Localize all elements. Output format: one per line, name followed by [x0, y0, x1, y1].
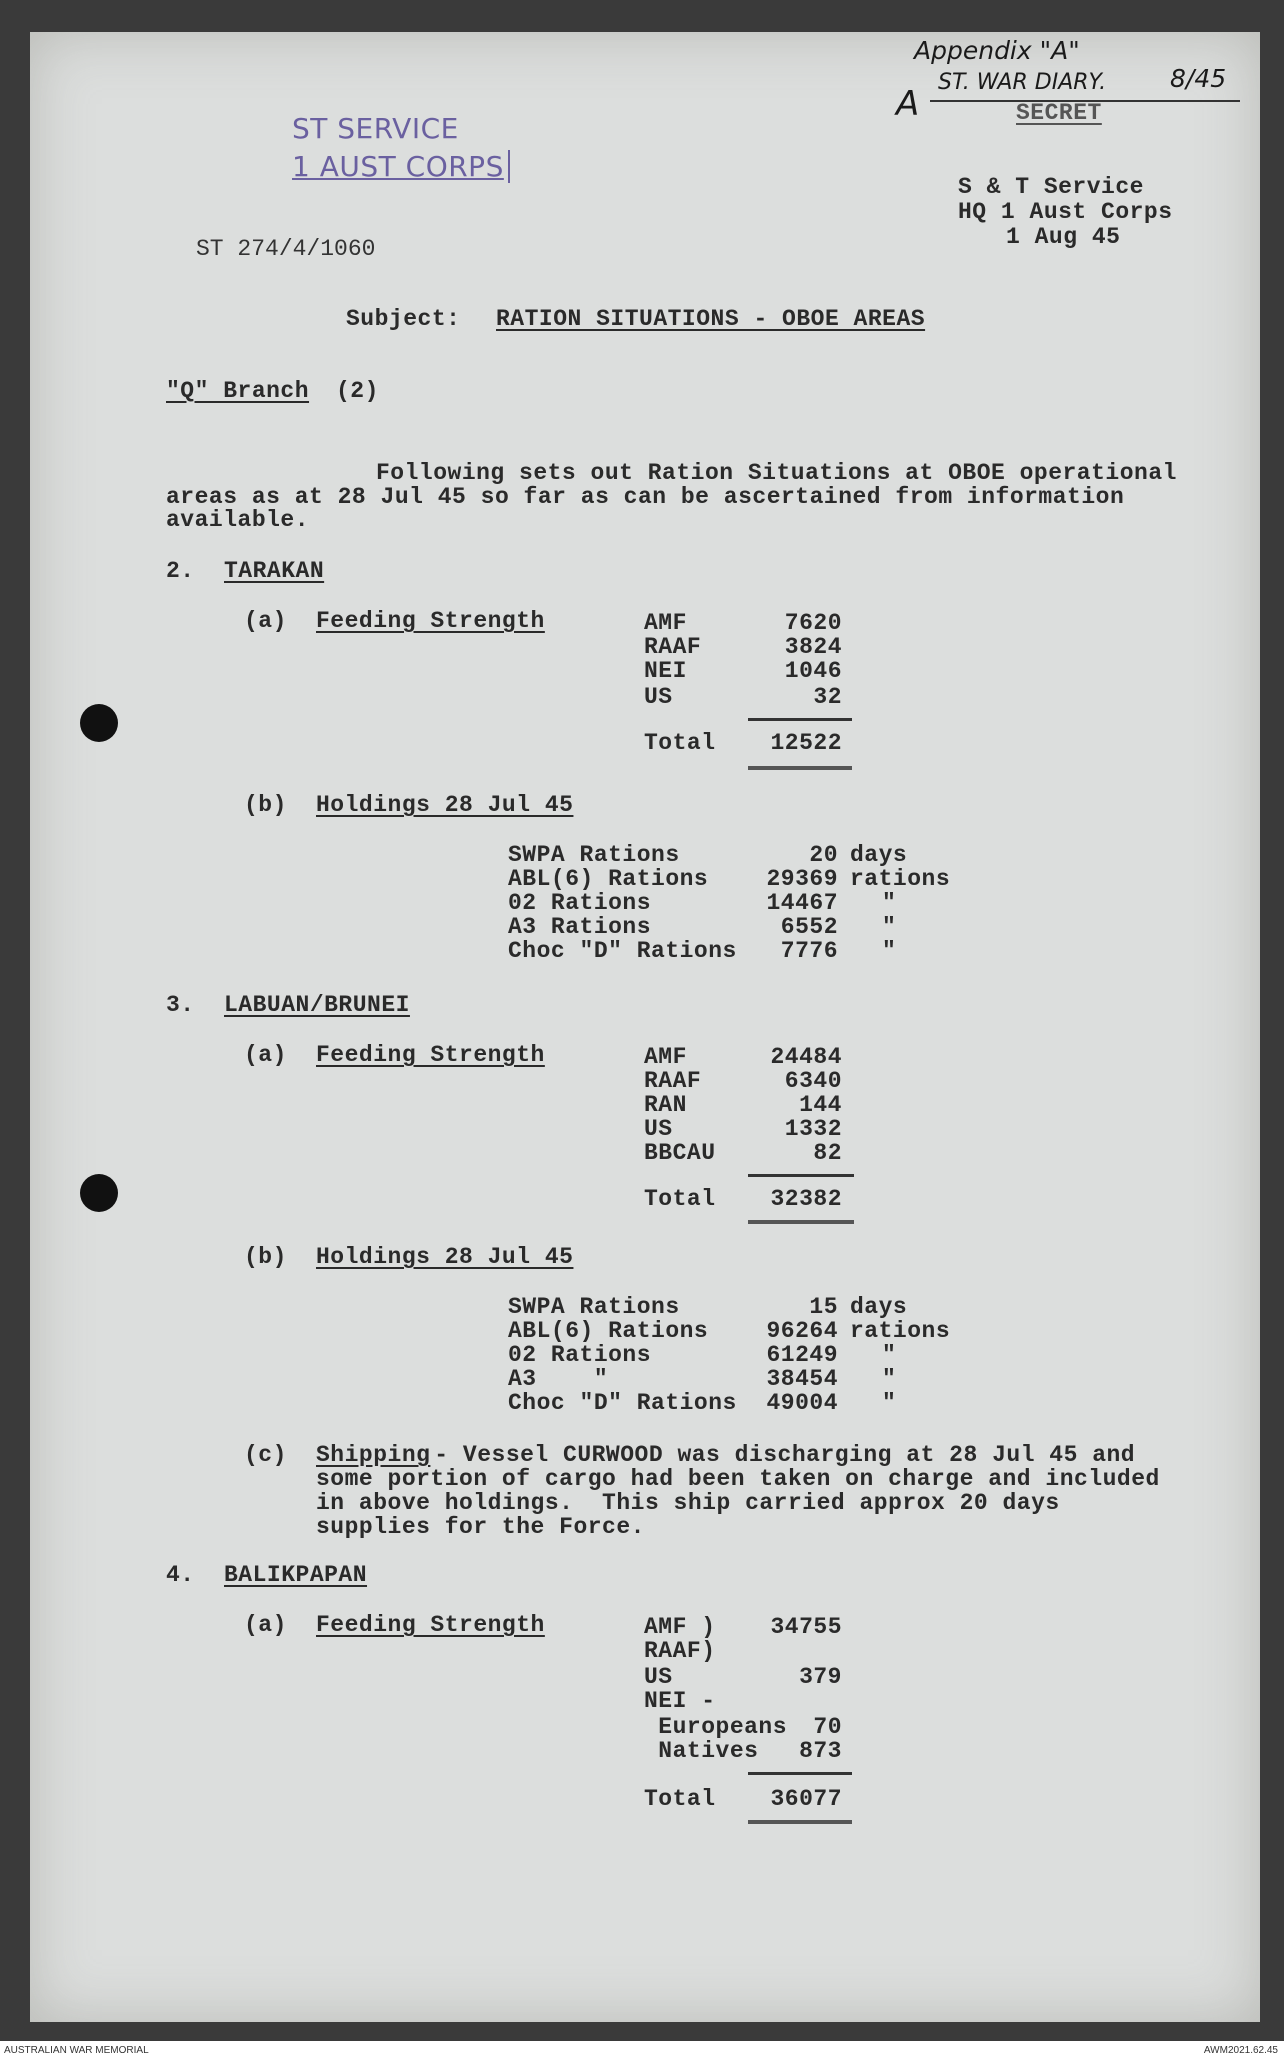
binder-hole-bottom — [80, 1174, 118, 1212]
total-value: 32382 — [770, 1186, 842, 1212]
holding-item: ABL(6) Rations — [508, 1318, 709, 1344]
holding-unit: " — [882, 1390, 897, 1416]
from-line2: HQ 1 Aust Corps — [958, 199, 1173, 225]
strength-unit: Natives — [644, 1738, 759, 1764]
section-title-labuan: LABUAN/BRUNEI — [224, 992, 410, 1018]
strength-unit: RAN — [644, 1092, 687, 1118]
appendix-note: Appendix "A" — [914, 36, 1080, 65]
holding-unit: " — [882, 938, 897, 964]
diary-note: ST. WAR DIARY. — [938, 70, 1107, 95]
total-value: 12522 — [770, 730, 842, 756]
holding-unit: rations — [850, 1318, 951, 1344]
feeding-strength-heading: Feeding Strength — [316, 1042, 545, 1068]
section-title-tarakan: TARAKAN — [224, 558, 325, 584]
holding-item: SWPA Rations — [508, 1294, 680, 1320]
total-rule — [748, 1174, 854, 1177]
total-rule — [748, 1772, 852, 1775]
shipping-text-line1: - Vessel CURWOOD was discharging at 28 Jul 45 and — [420, 1442, 1136, 1468]
margin-mark: A — [896, 84, 920, 124]
holding-value: 15 — [809, 1294, 838, 1320]
secret-classification: SECRET — [1016, 100, 1102, 126]
archive-footer — [0, 2041, 1284, 2061]
strength-unit: RAAF) — [644, 1638, 716, 1664]
strength-unit: AMF — [644, 610, 687, 636]
strength-value: 3824 — [784, 634, 842, 660]
shipping-heading: Shipping — [316, 1442, 431, 1468]
holding-item: Choc "D" Rations — [508, 1390, 737, 1416]
intro-line1: Following sets out Ration Situations at OBOE operational — [376, 460, 1177, 486]
feeding-strength-heading: Feeding Strength — [316, 608, 545, 634]
document-page — [30, 32, 1260, 2022]
intro-line2: areas as at 28 Jul 45 so far as can be ascertained from information — [166, 484, 1125, 510]
from-line3: 1 Aug 45 — [1006, 224, 1121, 250]
strength-unit: AMF — [644, 1044, 687, 1070]
strength-unit: RAAF — [644, 634, 702, 660]
item-label: (a) — [244, 1042, 287, 1068]
total-label: Total — [644, 730, 716, 756]
holding-item: 02 Rations — [508, 1342, 652, 1368]
holding-unit: days — [850, 1294, 908, 1320]
binder-hole-top — [80, 704, 118, 742]
shipping-text-line4: supplies for the Force. — [316, 1514, 645, 1540]
holding-item: A3 " — [508, 1366, 609, 1392]
total-double-rule — [748, 1220, 854, 1224]
strength-unit: RAAF — [644, 1068, 702, 1094]
section-title-balikpapan: BALIKPAPAN — [224, 1562, 368, 1588]
item-label: (b) — [244, 792, 287, 818]
item-label: (c) — [244, 1442, 287, 1468]
holding-unit: " — [882, 914, 897, 940]
strength-unit: NEI - — [644, 1688, 716, 1714]
strength-value: 32 — [813, 684, 842, 710]
strength-value: 70 — [813, 1714, 842, 1740]
subject-title: RATION SITUATIONS - OBOE AREAS — [496, 306, 926, 332]
holding-value: 38454 — [766, 1366, 838, 1392]
holding-unit: " — [882, 1366, 897, 1392]
holding-item: Choc "D" Rations — [508, 938, 737, 964]
strength-value: 1046 — [784, 658, 842, 684]
unit-stamp-line2: 1 AUST CORPS — [292, 150, 510, 183]
item-label: (a) — [244, 1612, 287, 1638]
diary-number: 8/45 — [1170, 64, 1227, 93]
intro-line3: available. — [166, 507, 310, 533]
strength-value: 873 — [799, 1738, 842, 1764]
from-line1: S & T Service — [958, 174, 1144, 200]
holding-item: SWPA Rations — [508, 842, 680, 868]
strength-value: 82 — [813, 1140, 842, 1166]
total-label: Total — [644, 1186, 716, 1212]
holding-item: ABL(6) Rations — [508, 866, 709, 892]
subject-label: Subject: — [346, 306, 461, 332]
strength-unit: BBCAU — [644, 1140, 716, 1166]
holdings-heading: Holdings 28 Jul 45 — [316, 792, 574, 818]
holding-value: 14467 — [766, 890, 838, 916]
holding-value: 61249 — [766, 1342, 838, 1368]
holding-value: 49004 — [766, 1390, 838, 1416]
shipping-text-line2: some portion of cargo had been taken on charge and included — [316, 1466, 1160, 1492]
holding-value: 96264 — [766, 1318, 838, 1344]
holding-value: 20 — [809, 842, 838, 868]
strength-unit: US — [644, 1116, 673, 1142]
strength-unit: AMF ) — [644, 1614, 716, 1640]
section-number: 4. — [166, 1562, 195, 1588]
item-label: (a) — [244, 608, 287, 634]
total-rule — [748, 718, 852, 721]
holding-item: 02 Rations — [508, 890, 652, 916]
holding-value: 7776 — [780, 938, 838, 964]
shipping-text-line3: in above holdings. This ship carried approx 20 days — [316, 1490, 1060, 1516]
strength-value: 24484 — [770, 1044, 842, 1070]
strength-unit: NEI — [644, 658, 687, 684]
holding-unit: days — [850, 842, 908, 868]
section-number: 2. — [166, 558, 195, 584]
feeding-strength-heading: Feeding Strength — [316, 1612, 545, 1638]
holding-value: 29369 — [766, 866, 838, 892]
archive-name: AUSTRALIAN WAR MEMORIAL — [4, 2045, 149, 2056]
total-double-rule — [748, 1820, 852, 1824]
file-reference: ST 274/4/1060 — [196, 236, 376, 262]
holding-unit: rations — [850, 866, 951, 892]
strength-value: 7620 — [784, 610, 842, 636]
total-label: Total — [644, 1786, 716, 1812]
holding-item: A3 Rations — [508, 914, 652, 940]
strength-unit: US — [644, 1664, 673, 1690]
section-number: 3. — [166, 992, 195, 1018]
strength-value: 6340 — [784, 1068, 842, 1094]
total-double-rule — [748, 766, 852, 770]
strength-value: 34755 — [770, 1614, 842, 1640]
holding-unit: " — [882, 1342, 897, 1368]
strength-value: 144 — [799, 1092, 842, 1118]
archive-reference: AWM2021.62.45 — [1203, 2045, 1278, 2056]
unit-stamp-line1: ST SERVICE — [292, 112, 459, 145]
holding-value: 6552 — [780, 914, 838, 940]
total-value: 36077 — [770, 1786, 842, 1812]
strength-value: 379 — [799, 1664, 842, 1690]
strength-unit: US — [644, 684, 673, 710]
holding-unit: " — [882, 890, 897, 916]
strength-value: 1332 — [784, 1116, 842, 1142]
holdings-heading: Holdings 28 Jul 45 — [316, 1244, 574, 1270]
item-label: (b) — [244, 1244, 287, 1270]
strength-unit: Europeans — [644, 1714, 788, 1740]
addressee-number: (2) — [336, 378, 379, 404]
addressee-branch: "Q" Branch — [166, 378, 310, 404]
